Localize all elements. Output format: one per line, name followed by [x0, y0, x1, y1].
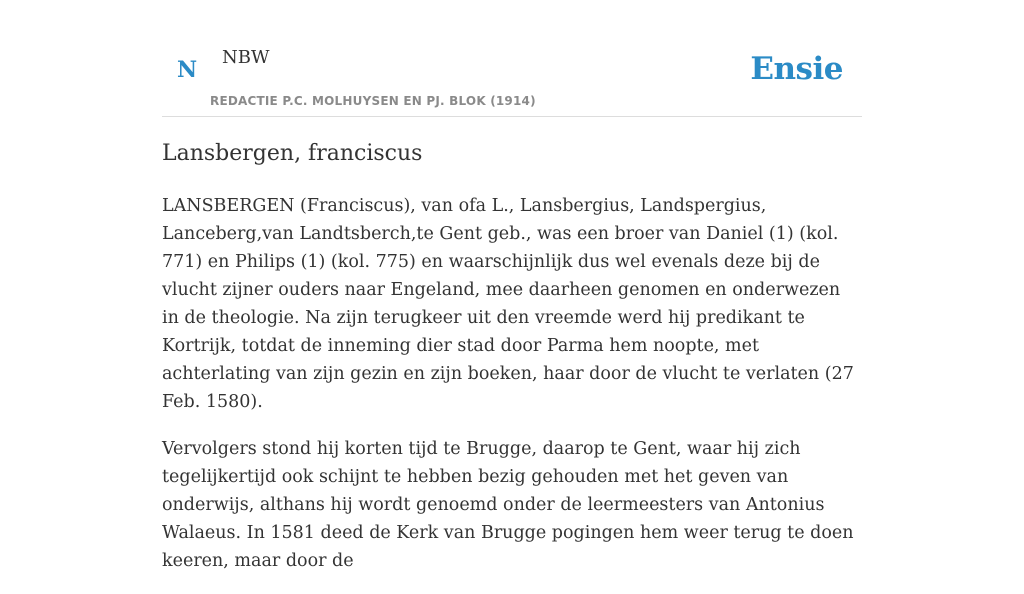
- source-subtitle: REDACTIE P.C. MOLHUYSEN EN PJ. BLOK (1914): [210, 94, 536, 108]
- article-paragraph: Vervolgers stond hij korten tijd te Brugge, daarop te Gent, waar hij zich tegelijkertijd ook schijnt te hebben bezig gehouden met het geven van onderwijs, althans hij wordt genoemd onder de leermeesters van Antonius Walaeus. In 1581 deed de Kerk van Brugge pogingen hem weer terug te doen keeren, maar door de: [162, 439, 854, 571]
- site-header: [162, 0, 862, 117]
- article-paragraph: LANSBERGEN (Franciscus), van ofa L., Lansbergius, Landspergius, Lanceberg,van Landtsberch,te Gent geb., was een broer van Daniel (1) (kol. 771) en Philips (1) (kol. 775) en waarschijnlijk dus wel evenals deze bij de vlucht zijner ouders naar Engeland, mee daarheen genomen en onderwezen in de theologie. Na zijn terugkeer uit den vreemde werd hij predikant te Kortrijk, totdat de inneming dier stad door Parma hem noopte, met achterlating van zijn gezin en zijn boeken, haar door de vlucht te verlaten (27 Feb. 1580).: [162, 196, 854, 412]
- page-title: Lansbergen, franciscus: [162, 141, 423, 166]
- source-logo[interactable]: N: [177, 57, 198, 83]
- brand-logo[interactable]: Ensie: [750, 51, 843, 87]
- article-content: [162, 136, 862, 594]
- source-name[interactable]: NBW: [222, 47, 270, 68]
- article-body: [162, 192, 862, 575]
